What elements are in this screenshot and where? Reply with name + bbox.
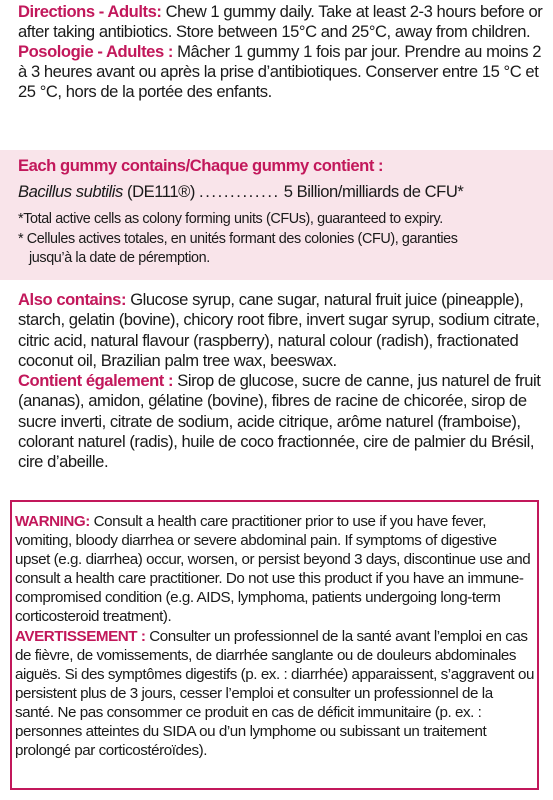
warning-english-text: Consult a health care practitioner prior to use if you have fever, vomiting, bloody diarrhea or severe abdominal pain. If symptoms of digestive upset (e.g. diarrhea) occur, worsen, or persist beyond 3 days, discontinue use and consult a health care practitioner. Do not use this product if you have an immune-compromised condition (e.g. AIDS, lymphoma, patients undergoing long-term corticosteroid treatment). bbox=[15, 513, 531, 626]
also-contains-english-heading: Also contains: bbox=[18, 290, 127, 309]
directions-french-heading: Posologie - Adultes : bbox=[18, 42, 173, 61]
ingredient-name: Bacillus subtilis bbox=[18, 182, 123, 201]
footnote-english: *Total active cells as colony forming units (CFUs), guaranteed to expiry. bbox=[18, 211, 443, 227]
warning-english-heading: WARNING: bbox=[15, 513, 90, 530]
warning-french bbox=[15, 627, 535, 761]
ingredient-strain: (DE111®) bbox=[122, 182, 195, 201]
warning-section bbox=[15, 512, 535, 760]
directions-english bbox=[18, 2, 548, 42]
footnote-french bbox=[18, 230, 538, 268]
warning-english bbox=[15, 512, 535, 627]
directions-french-text: Mâcher 1 gummy 1 fois par jour. Prendre au moins 2 à 3 heures avant ou après la prise d’antibiotiques. Conserver entre 15 °C et 25 °C, hors de la portée des enfants. bbox=[18, 42, 542, 101]
medicinal-ingredients-box bbox=[0, 150, 553, 280]
footnote-french-line2: jusqu’à la date de péremption. bbox=[29, 250, 210, 266]
ingredients-heading: Each gummy contains/Chaque gummy contient : bbox=[18, 156, 384, 175]
directions-section bbox=[18, 2, 548, 102]
directions-french bbox=[18, 42, 548, 102]
footnote-french-line1: * Cellules actives totales, en unités formant des colonies (CFU), garanties bbox=[18, 231, 458, 247]
directions-english-text: Chew 1 gummy daily. Take at least 2-3 hours before or after taking antibiotics. Store between 15°C and 25°C, away from children. bbox=[18, 2, 543, 41]
non-medicinal-ingredients-section bbox=[18, 290, 548, 473]
also-contains-english-text: Glucose syrup, cane sugar, natural fruit juice (pineapple), starch, gelatin (bovine), chicory root fibre, invert sugar syrup, sodium citrate, citric acid, natural flavour (raspberry), natural colour (radish), fractionated coconut oil, Brazilian palm tree wax, beeswax. bbox=[18, 290, 540, 370]
warning-french-text: Consulter un professionnel de la santé avant l’emploi en cas de fièvre, de vomissements, de diarrhée sanglante ou de douleurs abdominales aiguës. Si des symptômes digestifs (p. ex. : diarrhée) apparaissent, s’aggravent ou persistent plus de 3 jours, cesser l’emploi et consulter un professionnel de la santé. Ne pas consommer ce produit en cas de déficit immunitaire (p. ex. : personnes atteintes du SIDA ou d’un lymphome ou subissant un traitement prolongé par corticostéroïdes). bbox=[15, 627, 534, 760]
warning-french-heading: AVERTISSEMENT : bbox=[15, 627, 146, 645]
ingredient-amount: 5 Billion/milliards de CFU* bbox=[283, 182, 464, 201]
also-contains-french-heading: Contient également : bbox=[18, 371, 174, 391]
also-contains-french-text: Sirop de glucose, sucre de canne, jus naturel de fruit (ananas), amidon, gélatine (bovine), fibres de racine de chicorée, sirop de sucre inverti, citrate de sodium, acide citrique, arôme naturel (framboise), colorant naturel (radis), huile de coco fractionnée, cire de palmier du Brésil, cire d’abeille. bbox=[18, 371, 541, 472]
directions-english-heading: Directions - Adults: bbox=[18, 2, 162, 21]
also-contains-english bbox=[18, 290, 548, 371]
ingredient-row bbox=[18, 182, 538, 202]
ingredient-leader-dots: ............. bbox=[199, 182, 280, 201]
also-contains-french bbox=[18, 371, 548, 472]
